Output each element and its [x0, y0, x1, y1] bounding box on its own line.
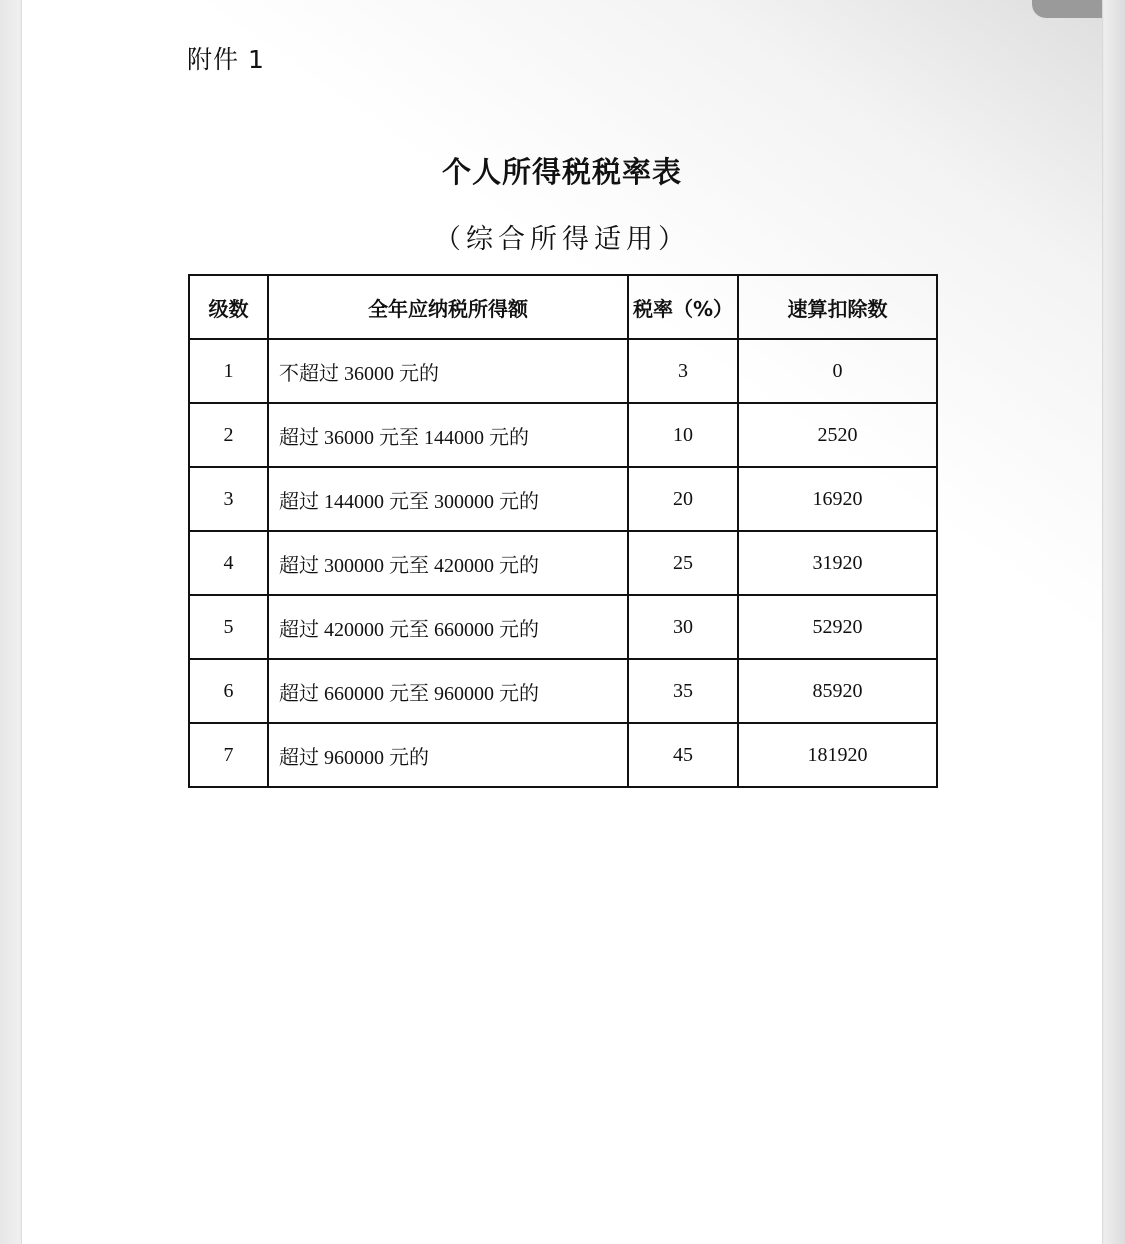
table-row: [189, 531, 937, 595]
cell-deduction: 181920: [738, 723, 937, 787]
cell-level: 4: [189, 531, 268, 595]
table-row: [189, 403, 937, 467]
cell-deduction: 2520: [738, 403, 937, 467]
cell-rate: 35: [628, 659, 738, 723]
cell-income: 不超过 36000 元的: [268, 339, 628, 403]
cell-income: 超过 36000 元至 144000 元的: [268, 403, 628, 467]
table-row: [189, 339, 937, 403]
cell-level: 5: [189, 595, 268, 659]
cell-deduction: 85920: [738, 659, 937, 723]
cell-deduction: 16920: [738, 467, 937, 531]
header-level: 级数: [189, 275, 268, 339]
cell-rate: 25: [628, 531, 738, 595]
table-row: [189, 595, 937, 659]
cell-level: 7: [189, 723, 268, 787]
header-income: 全年应纳税所得额: [268, 275, 628, 339]
cell-income: 超过 960000 元的: [268, 723, 628, 787]
document-page[interactable]: [22, 0, 1102, 1244]
cell-rate: 30: [628, 595, 738, 659]
cell-income: 超过 660000 元至 960000 元的: [268, 659, 628, 723]
table-header-row: [189, 275, 937, 339]
cell-rate: 20: [628, 467, 738, 531]
page-title: 个人所得税税率表: [441, 155, 682, 189]
cell-deduction: 31920: [738, 531, 937, 595]
cell-rate: 45: [628, 723, 738, 787]
header-rate: 税率（%）: [628, 275, 738, 339]
cell-income: 超过 420000 元至 660000 元的: [268, 595, 628, 659]
page-corner-tab: [1032, 0, 1102, 18]
page-subtitle: （综合所得适用）: [434, 224, 690, 255]
header-deduction: 速算扣除数: [738, 275, 937, 339]
cell-deduction: 0: [738, 339, 937, 403]
tax-rate-table: [188, 274, 938, 788]
cell-rate: 3: [628, 339, 738, 403]
cell-level: 1: [189, 339, 268, 403]
cell-level: 3: [189, 467, 268, 531]
cell-level: 6: [189, 659, 268, 723]
table-row: [189, 723, 937, 787]
cell-income: 超过 300000 元至 420000 元的: [268, 531, 628, 595]
cell-level: 2: [189, 403, 268, 467]
table-row: [189, 467, 937, 531]
table-row: [189, 659, 937, 723]
cell-income: 超过 144000 元至 300000 元的: [268, 467, 628, 531]
cell-deduction: 52920: [738, 595, 937, 659]
cell-rate: 10: [628, 403, 738, 467]
attachment-label: 附件 1: [187, 45, 265, 74]
